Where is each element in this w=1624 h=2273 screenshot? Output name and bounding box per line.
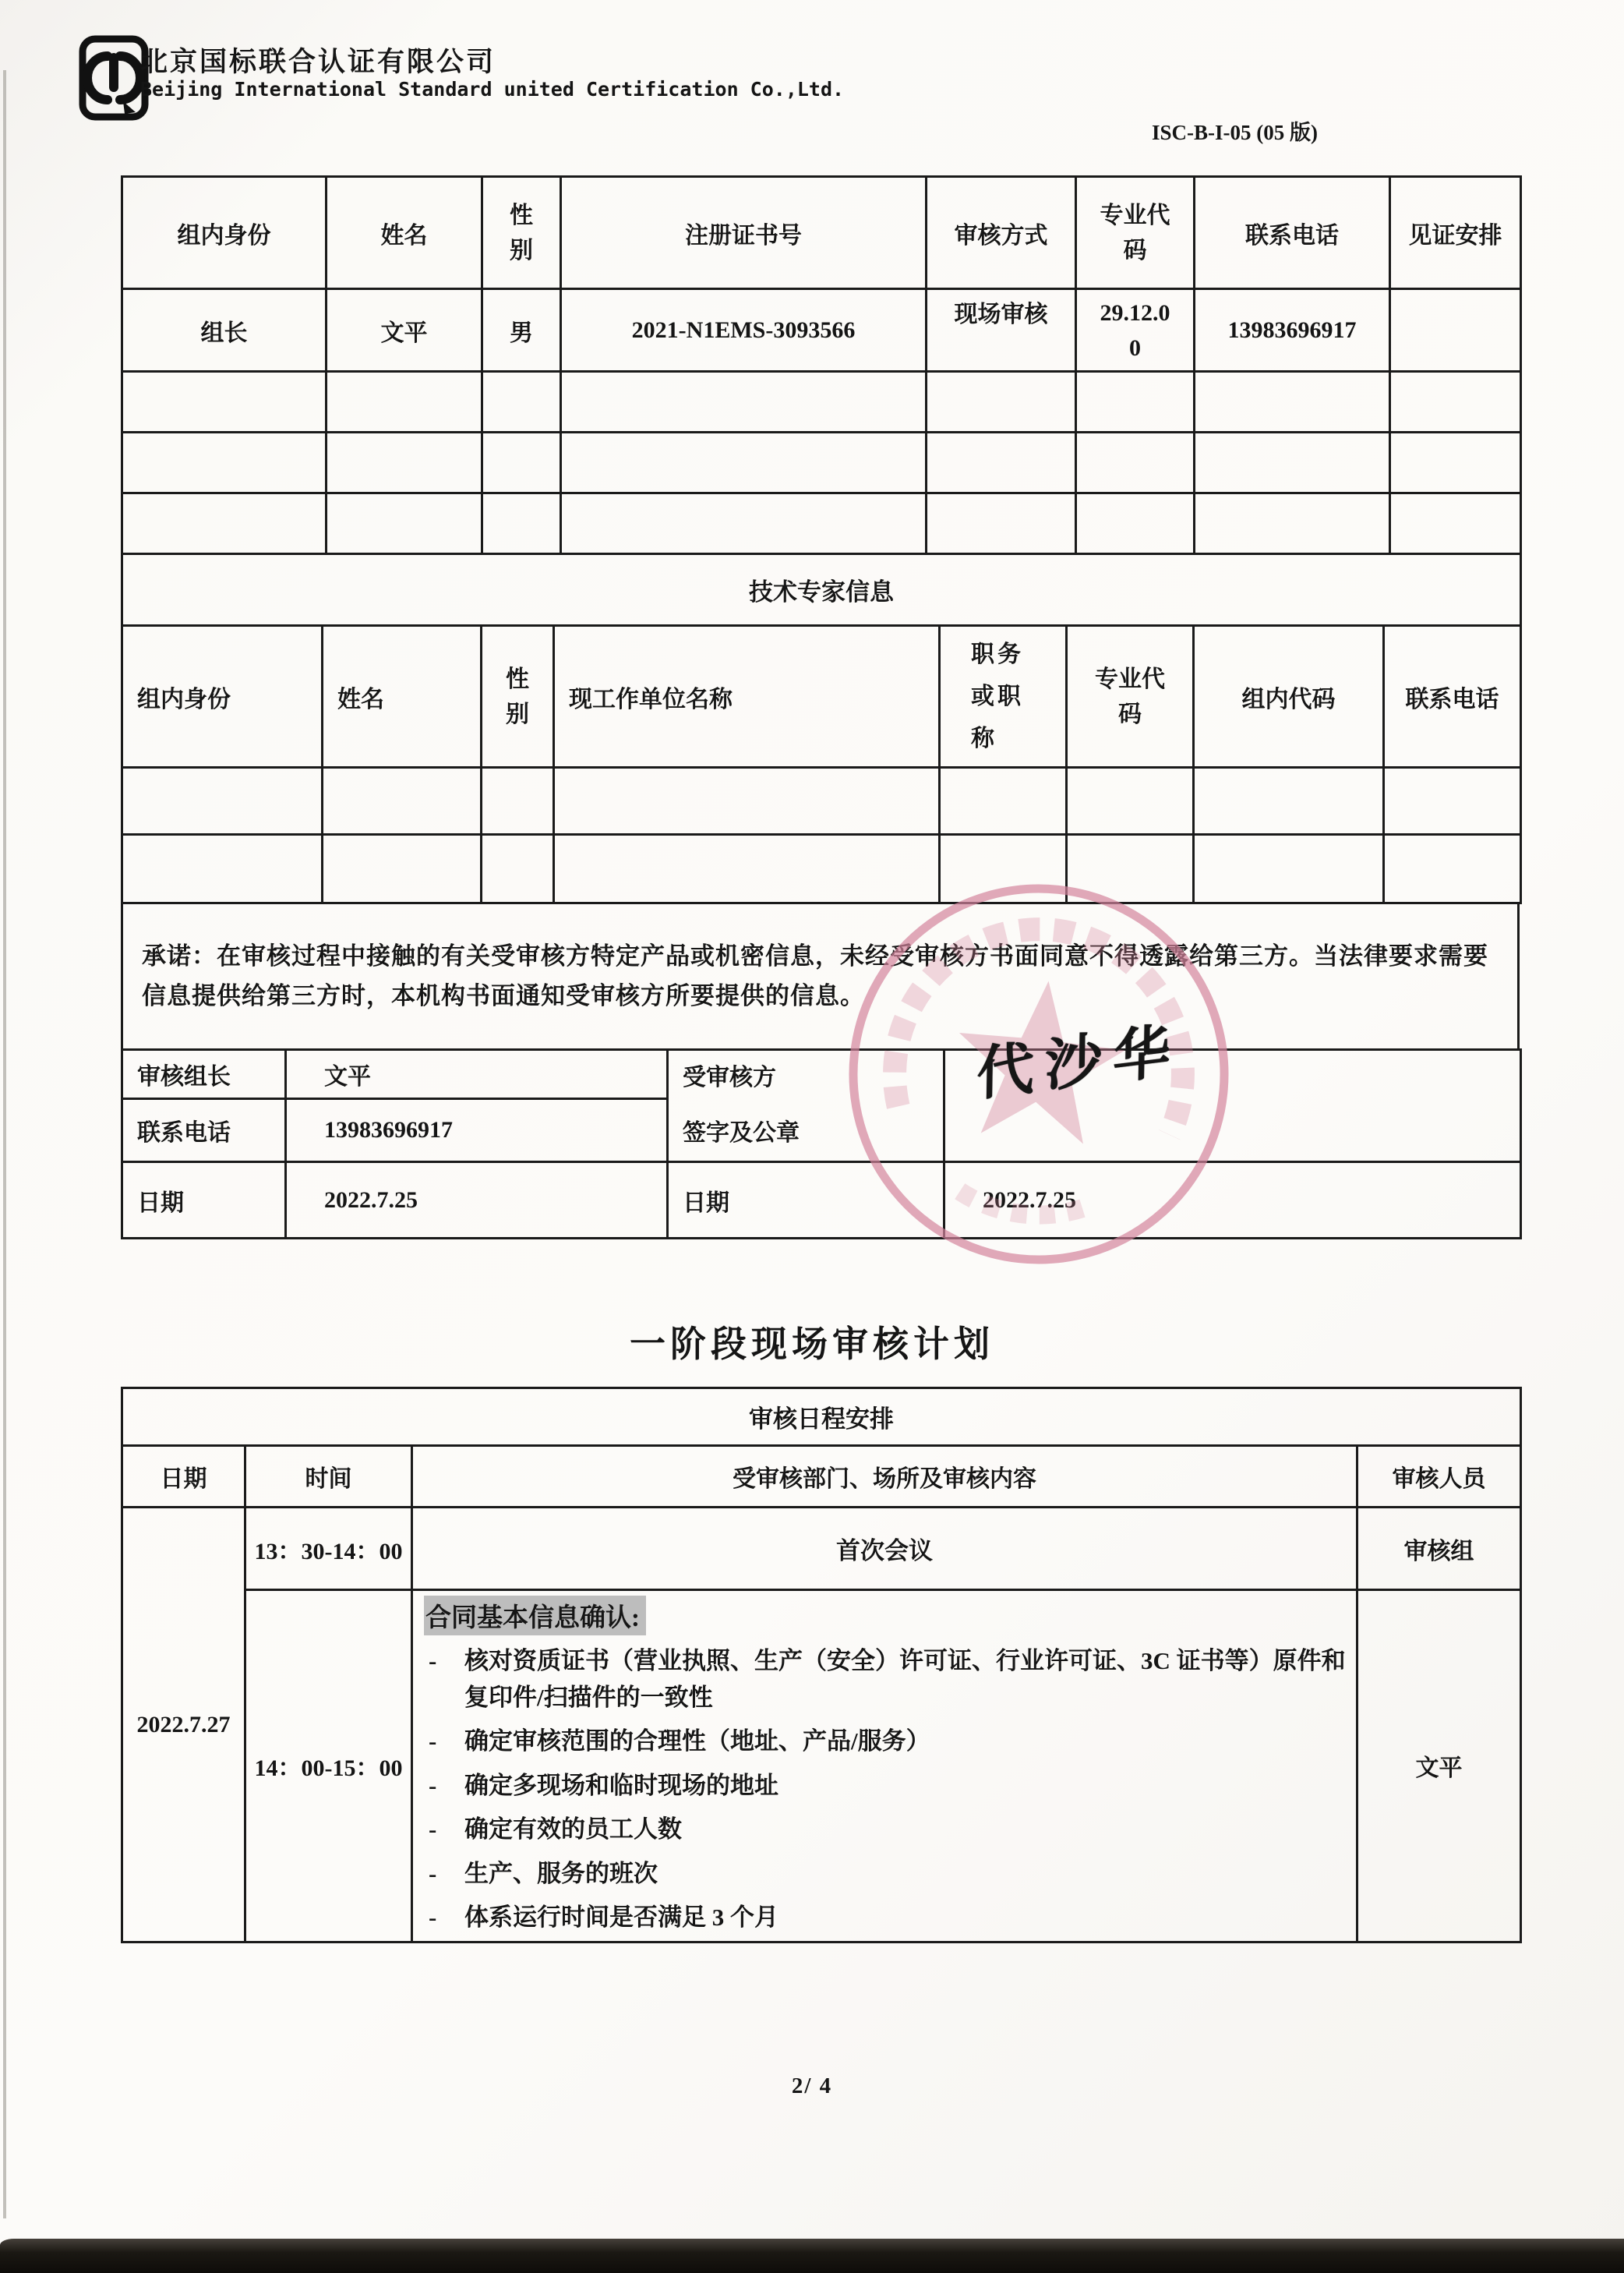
- auditee-date-label: 日期: [668, 1162, 944, 1239]
- col-header-content: 受审核部门、场所及审核内容: [412, 1446, 1357, 1508]
- plan-title: 一阶段现场审核计划: [630, 1324, 994, 1364]
- phone-label: 联系电话: [122, 1098, 286, 1161]
- schedule-section: [121, 1387, 1520, 1943]
- cell-gender: 男: [482, 289, 561, 372]
- cell-date: 2022.7.27: [122, 1508, 245, 1942]
- col-header-title: 职务或职称: [940, 626, 1067, 768]
- col-header-employer: 现工作单位名称: [554, 626, 940, 768]
- empty-cell: [554, 768, 940, 835]
- schedule-row-1: [122, 1508, 1521, 1590]
- empty-cell: [561, 493, 927, 554]
- empty-cell: [1194, 835, 1384, 903]
- cell-name: 文平: [327, 289, 482, 372]
- col-header-gender: 性别: [482, 626, 554, 768]
- empty-cell: [122, 493, 327, 554]
- empty-cell: [1076, 493, 1195, 554]
- cell-phone: 13983696917: [1195, 289, 1390, 372]
- bullet-item: - 体系运行时间是否满足 3 个月: [424, 1900, 1348, 1936]
- empty-cell: [1194, 768, 1384, 835]
- bullet-dash: -: [429, 1727, 437, 1755]
- bullet-dash: -: [429, 1815, 437, 1843]
- cell-auditor-2: 文平: [1357, 1590, 1521, 1942]
- expert-header-row: [122, 626, 1521, 768]
- empty-cell: [1195, 372, 1390, 433]
- empty-row: [122, 493, 1521, 554]
- leader-label: 审核组长: [122, 1050, 286, 1099]
- schedule-title: 审核日程安排: [122, 1388, 1521, 1446]
- auditee-sign-label: 受审核方 签字及公章: [668, 1050, 944, 1162]
- empty-cell: [561, 433, 927, 493]
- empty-cell: [1390, 372, 1521, 433]
- auditor-header-row: [122, 177, 1521, 289]
- empty-cell: [482, 835, 554, 903]
- col-header-name: 姓名: [323, 626, 482, 768]
- empty-cell: [1390, 493, 1521, 554]
- commitment-text: 承诺：在审核过程中接触的有关受审核方特定产品或机密信息，未经受审核方书面同意不得透露给第三方。当法律要求需要信息提供给第三方时，本机构书面通知受审核方所要提供的信息。: [122, 903, 1519, 1050]
- col-header-time: 时间: [245, 1446, 412, 1508]
- bullet-item: - 确定审核范围的合理性（地址、产品/服务）: [424, 1723, 1348, 1760]
- handwritten-signature: 代沙华: [976, 1016, 1182, 1109]
- empty-cell: [940, 835, 1067, 903]
- signoff-row-date: [122, 1162, 1521, 1239]
- cell-major-code: 29.12.00: [1076, 289, 1195, 372]
- empty-cell: [561, 372, 927, 433]
- empty-cell: [122, 768, 323, 835]
- phone-value: 13983696917: [286, 1098, 668, 1161]
- page-number: 2/ 4: [791, 2073, 833, 2098]
- empty-cell: [482, 768, 554, 835]
- col-header-date: 日期: [122, 1446, 245, 1508]
- empty-cell: [1076, 372, 1195, 433]
- bullet-item: - 确定多现场和临时现场的地址: [424, 1768, 1348, 1805]
- empty-cell: [1384, 768, 1521, 835]
- cell-auditor-1: 审核组: [1357, 1508, 1521, 1590]
- col-header-name: 姓名: [327, 177, 482, 289]
- bullet-dash: -: [429, 1859, 437, 1887]
- upper-tables: [121, 178, 1520, 1239]
- col-header-cert: 注册证书号: [561, 177, 927, 289]
- empty-cell: [327, 372, 482, 433]
- col-header-majorcode: 专业代码: [1076, 177, 1195, 289]
- empty-cell: [1067, 835, 1194, 903]
- leader-value: 文平: [286, 1050, 668, 1099]
- cell-content-1: 首次会议: [412, 1508, 1357, 1590]
- auditor-table: [121, 175, 1522, 555]
- empty-cell: [1067, 768, 1194, 835]
- expert-table: [121, 553, 1522, 904]
- bullet-item: - 生产、服务的班次: [424, 1856, 1348, 1893]
- bullet-dash: -: [429, 1771, 437, 1799]
- bullet-dash: -: [429, 1647, 437, 1674]
- empty-cell: [327, 433, 482, 493]
- schedule-row-2: [122, 1590, 1521, 1942]
- empty-cell: [940, 768, 1067, 835]
- auditor-data-row: [122, 289, 1521, 372]
- col-header-method: 审核方式: [927, 177, 1076, 289]
- auditee-date-value: 2022.7.25: [944, 1162, 1521, 1239]
- empty-cell: [122, 835, 323, 903]
- empty-cell: [323, 768, 482, 835]
- cell-witness: [1390, 289, 1521, 372]
- scan-edge-left: [3, 70, 6, 2218]
- col-header-phone: 联系电话: [1384, 626, 1521, 768]
- empty-cell: [482, 372, 561, 433]
- empty-row: [122, 372, 1521, 433]
- company-name-cn: 北京国标联合认证有限公司: [140, 47, 496, 77]
- col-header-role: 组内身份: [122, 626, 323, 768]
- empty-cell: [1076, 433, 1195, 493]
- content-title-highlighted: 合同基本信息确认:: [424, 1596, 646, 1635]
- cell-content-2: [412, 1590, 1357, 1942]
- cell-cert-no: 2021-N1EMS-3093566: [561, 289, 927, 372]
- schedule-header-row: [122, 1446, 1521, 1508]
- empty-row: [122, 433, 1521, 493]
- isc-logo: [78, 34, 150, 122]
- col-header-gender: 性别: [482, 177, 561, 289]
- empty-cell: [327, 493, 482, 554]
- empty-cell: [122, 372, 327, 433]
- schedule-table: [121, 1387, 1522, 1943]
- empty-cell: [323, 835, 482, 903]
- empty-cell: [1390, 433, 1521, 493]
- col-header-role: 组内身份: [122, 177, 327, 289]
- bullet-item: - 确定有效的员工人数: [424, 1812, 1348, 1848]
- col-header-witness: 见证安排: [1390, 177, 1521, 289]
- col-header-majorcode: 专业代码: [1067, 626, 1194, 768]
- empty-cell: [482, 433, 561, 493]
- date-label: 日期: [122, 1162, 286, 1239]
- signoff-table: [121, 1048, 1522, 1239]
- expert-section-title-row: [122, 554, 1521, 626]
- empty-cell: [122, 433, 327, 493]
- cell-time-2: 14：00-15：00: [245, 1590, 412, 1942]
- empty-row: [122, 835, 1521, 903]
- col-header-auditors: 审核人员: [1357, 1446, 1521, 1508]
- empty-cell: [482, 493, 561, 554]
- empty-cell: [554, 835, 940, 903]
- col-header-phone: 联系电话: [1195, 177, 1390, 289]
- document-code: ISC-B-I-05 (05 版): [1152, 121, 1318, 144]
- empty-cell: [927, 493, 1076, 554]
- empty-row: [122, 768, 1521, 835]
- bullet-item: - 核对资质证书（营业执照、生产（安全）许可证、行业许可证、3C 证书等）原件和复印件/扫描件的一致性: [424, 1643, 1348, 1716]
- empty-cell: [1195, 433, 1390, 493]
- empty-cell: [927, 433, 1076, 493]
- empty-cell: [1384, 835, 1521, 903]
- date-value: 2022.7.25: [286, 1162, 668, 1239]
- cell-time-1: 13：30-14：00: [245, 1508, 412, 1590]
- cell-role: 组长: [122, 289, 327, 372]
- company-name-en: Beijing International Standard united Certification Co.,Ltd.: [140, 78, 845, 101]
- empty-cell: [927, 372, 1076, 433]
- empty-cell: [1195, 493, 1390, 554]
- col-header-groupcode: 组内代码: [1194, 626, 1384, 768]
- expert-section-title: 技术专家信息: [122, 554, 1521, 626]
- schedule-title-row: [122, 1388, 1521, 1446]
- cell-method: 现场审核: [927, 289, 1076, 372]
- bullet-dash: -: [429, 1904, 437, 1931]
- scan-edge-bottom: [0, 2239, 1624, 2273]
